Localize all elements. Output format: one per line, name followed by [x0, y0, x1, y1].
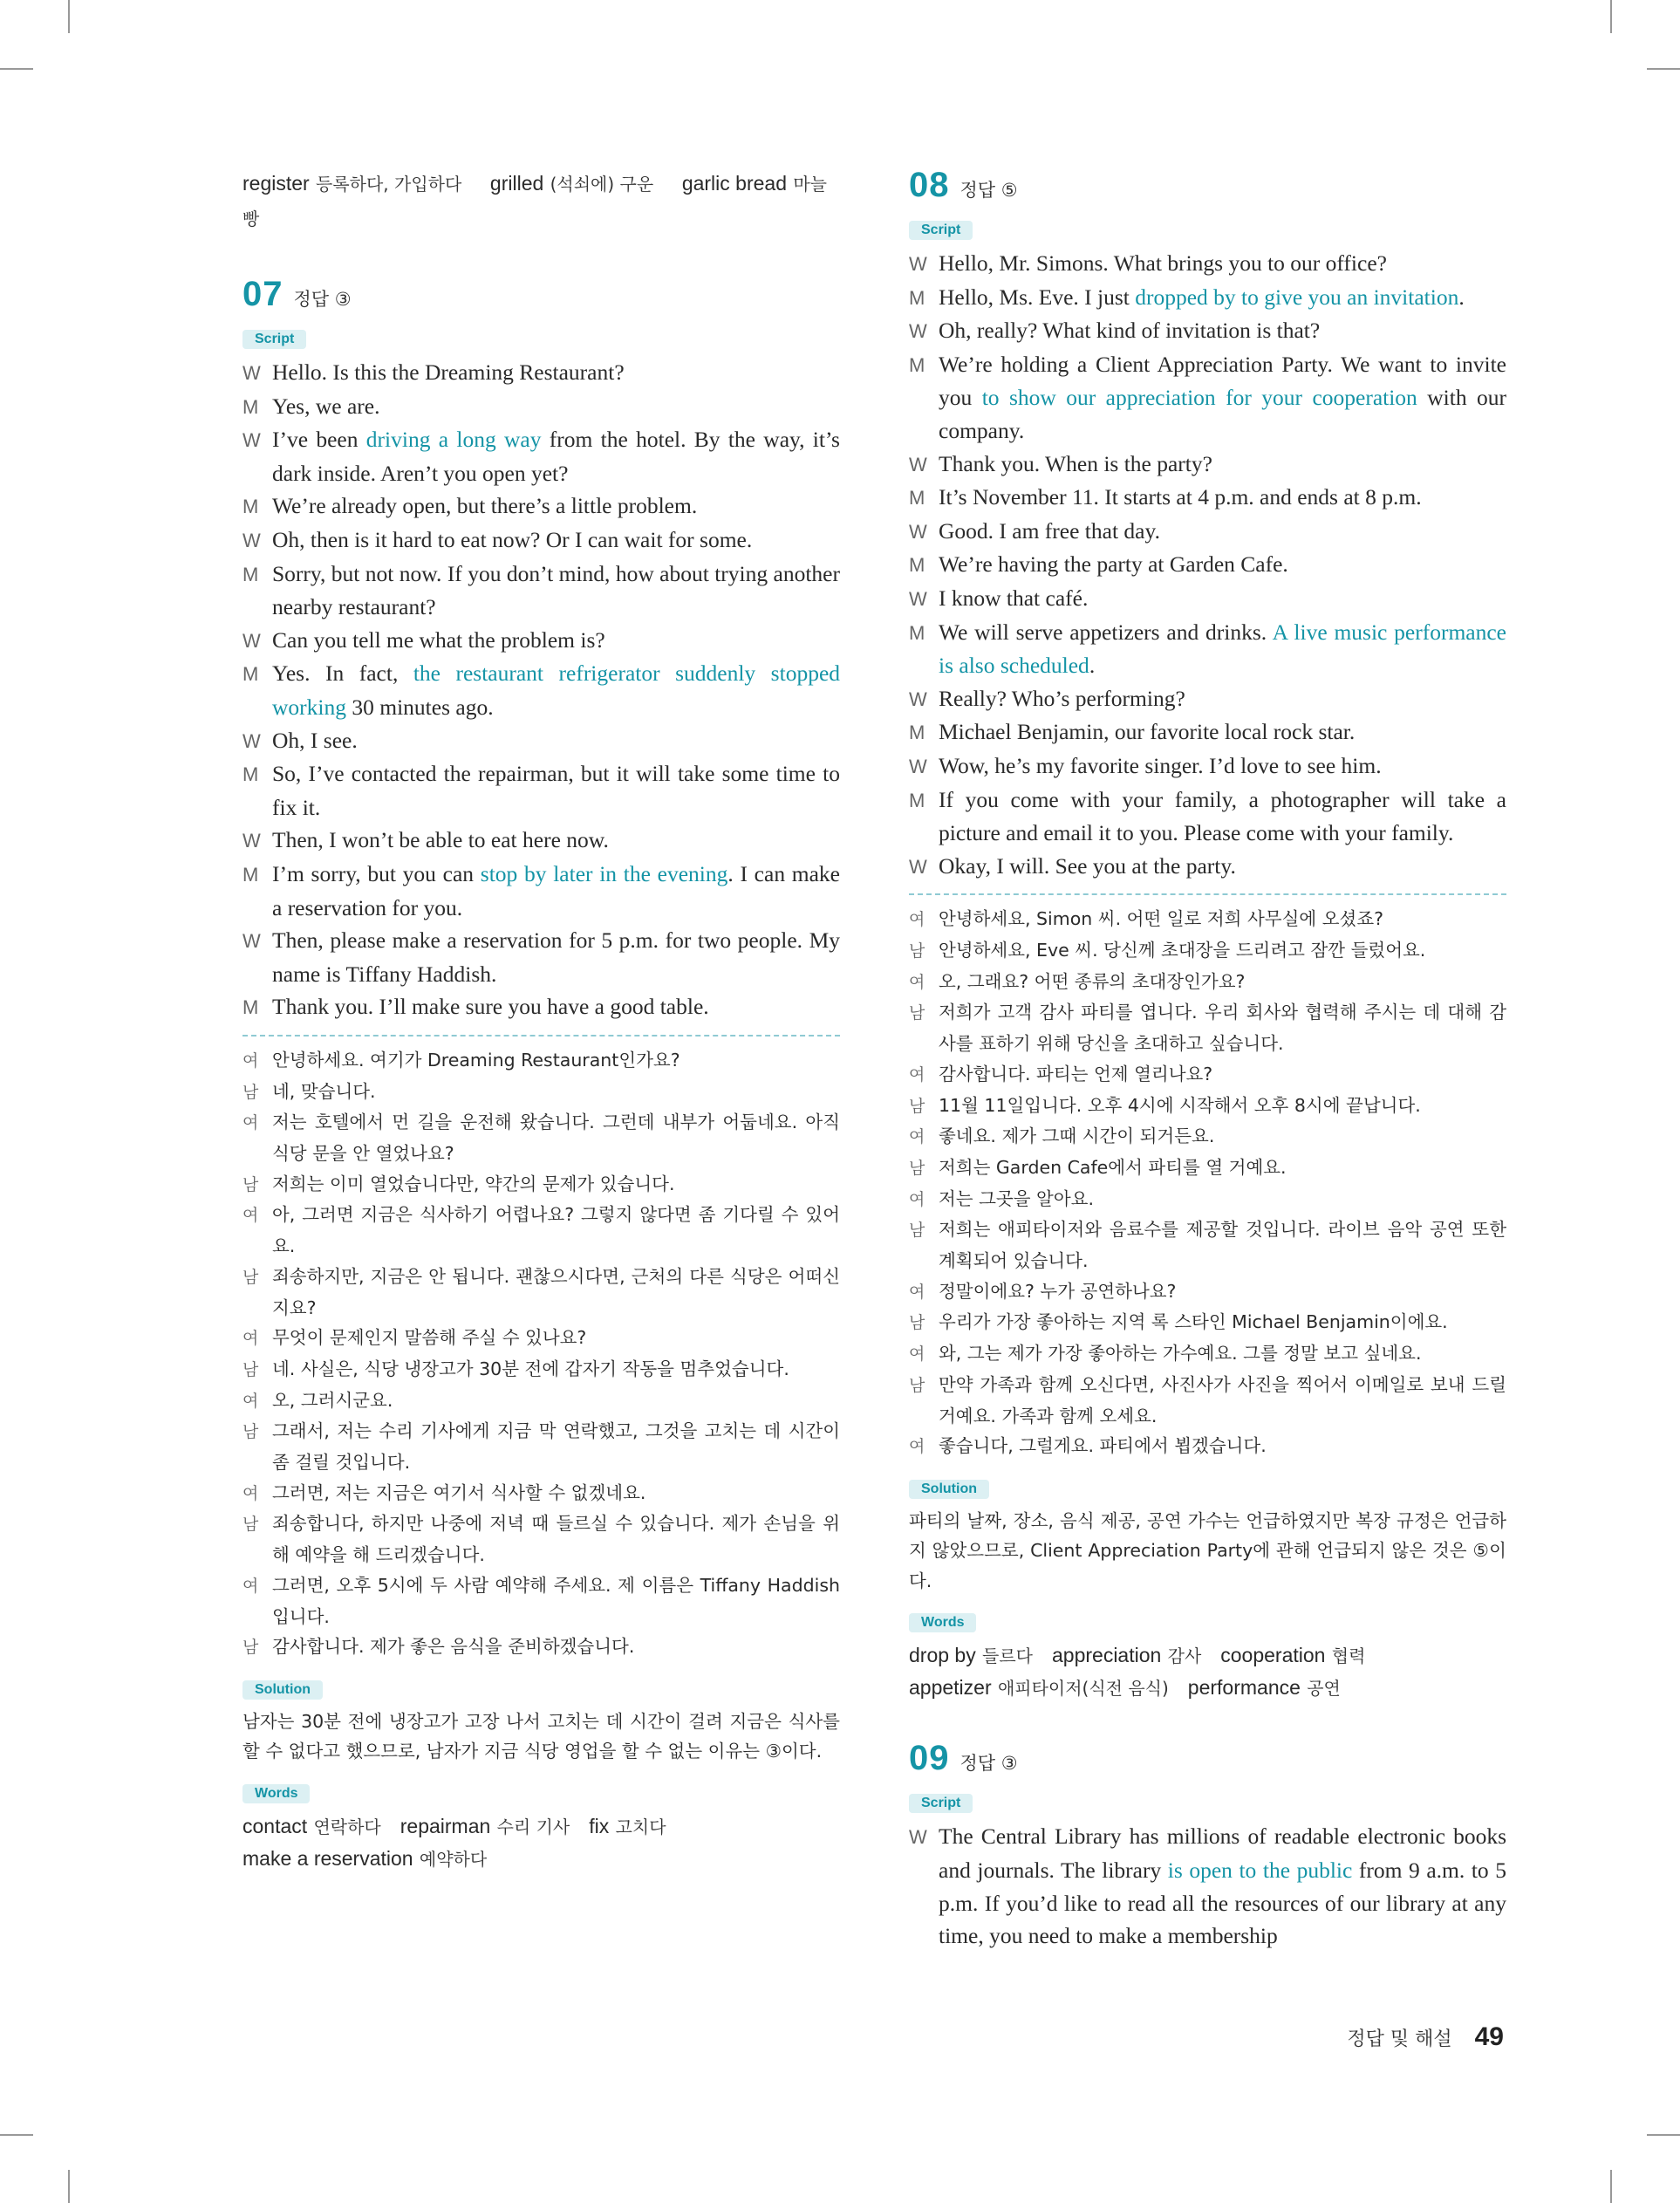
- line-text: 아, 그러면 지금은 식사하기 어렵나요? 그렇지 않다면 좀 기다릴 수 있어요.: [272, 1204, 840, 1257]
- word-list: [909, 1639, 1506, 1704]
- speaker-label: W: [242, 362, 261, 384]
- script-line: [909, 1820, 1506, 1952]
- script-line: [909, 481, 1506, 515]
- word-en: contact: [242, 1814, 308, 1837]
- word-en: garlic bread: [681, 172, 787, 195]
- speaker-label: M: [242, 996, 259, 1019]
- translation-line: [909, 1184, 1506, 1215]
- line-text: 저희가 고객 감사 파티를 엽니다. 우리 회사와 협력해 주시는 데 대해 감사를 표하기 위해 당신을 초대하고 싶습니다.: [939, 1002, 1506, 1055]
- script-dialogue: [909, 1820, 1506, 1952]
- speaker-label: 남: [909, 1221, 925, 1241]
- script-line: [909, 715, 1506, 749]
- word-ko: 등록하다, 가입하다: [316, 174, 462, 195]
- translation-line: [242, 1478, 840, 1509]
- line-text: 30 minutes ago.: [346, 694, 494, 720]
- word-line: [242, 1810, 840, 1843]
- crop-mark: [1610, 0, 1612, 33]
- speaker-label: W: [909, 587, 927, 610]
- line-text: Sorry, but not now. If you don’t mind, how about trying another nearby restaurant?: [272, 560, 840, 620]
- speaker-label: 여: [242, 1483, 259, 1503]
- crop-mark: [68, 0, 70, 33]
- line-text: 좋네요. 제가 그때 시간이 되거든요.: [939, 1125, 1215, 1147]
- key-phrase: driving a long way: [365, 427, 542, 453]
- solution-badge: Solution: [909, 1480, 989, 1499]
- script-line: [242, 558, 840, 624]
- line-text: Michael Benjamin, our favorite local rock star.: [939, 719, 1356, 745]
- answer-label: 정답 ⑤: [960, 180, 1018, 201]
- crop-mark: [1647, 68, 1680, 70]
- speaker-label: W: [909, 453, 927, 475]
- speaker-label: 여: [909, 1344, 925, 1365]
- question-number: 08: [909, 166, 950, 204]
- line-text: I know that café.: [939, 585, 1089, 611]
- line-text: 오, 그래요? 어떤 종류의 초대장인가요?: [939, 970, 1246, 992]
- line-text: Thank you. I’ll make sure you have a good table.: [272, 994, 709, 1020]
- words-badge: Words: [909, 1613, 976, 1632]
- speaker-label: 여: [242, 1206, 259, 1226]
- line-text: 네. 사실은, 식당 냉장고가 30분 전에 갑자기 작동을 멈추었습니다.: [272, 1358, 789, 1379]
- translation-line: [909, 904, 1506, 935]
- line-text: Thank you. When is the party?: [939, 450, 1212, 476]
- speaker-label: 남: [242, 1422, 259, 1442]
- key-phrase: the restaurant refrigerator suddenly stopped working: [272, 660, 841, 720]
- translation-dialogue: [909, 904, 1506, 1462]
- translation-line: [242, 1385, 840, 1417]
- speaker-label: M: [242, 395, 259, 418]
- speaker-label: W: [909, 755, 927, 777]
- word-ko: 고치다: [615, 1816, 666, 1837]
- speaker-label: W: [242, 629, 261, 652]
- word-ko: 감사: [1167, 1645, 1202, 1667]
- speaker-label: W: [909, 1826, 927, 1849]
- translation-line: [909, 967, 1506, 998]
- speaker-label: 남: [242, 1638, 259, 1658]
- word-ko: 수리 기사: [496, 1816, 570, 1837]
- crop-mark: [0, 68, 33, 70]
- speaker-label: W: [909, 320, 927, 343]
- line-text: I’ve been: [272, 427, 366, 453]
- word-en: grilled: [489, 172, 544, 195]
- dashed-divider: [242, 1035, 840, 1037]
- speaker-label: M: [909, 353, 925, 376]
- line-text: 오, 그러시군요.: [272, 1389, 393, 1411]
- crop-mark: [1610, 2170, 1612, 2203]
- script-badge: Script: [909, 1794, 973, 1813]
- word-ko: 들르다: [982, 1645, 1033, 1667]
- speaker-label: 남: [242, 1082, 259, 1102]
- speaker-label: 여: [242, 1391, 259, 1411]
- answer-label: 정답 ③: [960, 1753, 1018, 1775]
- line-text: 그래서, 저는 수리 기사에게 지금 막 연락했고, 그것을 고치는 데 시간이 좀 걸릴 것입니다.: [272, 1420, 840, 1474]
- question-number: 07: [242, 275, 283, 313]
- translation-line: [909, 1214, 1506, 1276]
- speaker-label: 여: [909, 1189, 925, 1209]
- line-text: 네, 맞습니다.: [272, 1080, 376, 1102]
- speaker-label: M: [909, 487, 925, 510]
- line-text: 안녕하세요, Simon 씨. 어떤 일로 저희 사무실에 오셨죠?: [939, 908, 1383, 930]
- word-ko: (석쇠에) 구운: [550, 174, 654, 195]
- line-text: 감사합니다. 파티는 언제 열리나요?: [939, 1063, 1213, 1084]
- line-text: 감사합니다. 제가 좋은 음식을 준비하겠습니다.: [272, 1636, 635, 1658]
- speaker-label: 남: [242, 1174, 259, 1194]
- word-en: repairman: [400, 1814, 491, 1837]
- line-text: 11월 11일입니다. 오후 4시에 시작해서 오후 8시에 끝납니다.: [939, 1094, 1421, 1116]
- speaker-label: W: [242, 830, 261, 852]
- speaker-label: M: [909, 554, 925, 577]
- line-text: We’re already open, but there’s a little problem.: [272, 493, 698, 519]
- translation-line: [909, 1121, 1506, 1153]
- word-en: fix: [589, 1814, 610, 1837]
- line-text: Yes, we are.: [272, 393, 380, 419]
- word-ko: 애피타이저(식전 음식): [997, 1678, 1169, 1700]
- script-line: [909, 682, 1506, 716]
- word-en: cooperation: [1220, 1644, 1326, 1667]
- script-line: [909, 448, 1506, 482]
- word-en: register: [242, 172, 310, 195]
- speaker-label: M: [242, 763, 259, 786]
- line-text: Okay, I will. See you at the party.: [939, 852, 1236, 879]
- speaker-label: 여: [242, 1113, 259, 1133]
- script-line: [909, 783, 1506, 850]
- speaker-label: M: [242, 863, 259, 886]
- line-text: 와, 그는 제가 가장 좋아하는 가수예요. 그를 정말 보고 싶네요.: [939, 1343, 1422, 1365]
- speaker-label: M: [242, 663, 259, 686]
- line-text: So, I’ve contacted the repairman, but it will take some time to fix it.: [272, 761, 840, 820]
- speaker-label: 남: [909, 1158, 925, 1178]
- speaker-label: 남: [909, 1375, 925, 1395]
- speaker-label: 여: [909, 1064, 925, 1084]
- translation-line: [909, 997, 1506, 1058]
- line-text: The Central Library has millions of readable electronic books and journals. The library: [939, 1823, 1506, 1884]
- script-line: [242, 924, 840, 990]
- speaker-label: W: [242, 729, 261, 752]
- word-line: [909, 1672, 1506, 1704]
- script-line: [909, 850, 1506, 884]
- solution-badge: Solution: [242, 1680, 323, 1700]
- speaker-label: W: [242, 529, 261, 551]
- script-line: [909, 281, 1506, 315]
- question-08: [909, 166, 1506, 1704]
- solution-text: 남자는 30분 전에 냉장고가 고장 나서 고치는 데 시간이 걸려 지금은 식사를 할 수 없다고 했으므로, 남자가 지금 식당 영업을 할 수 없는 이유는 ③이다.: [242, 1710, 840, 1762]
- word-ko: 마늘빵: [242, 174, 827, 229]
- translation-line: [909, 1431, 1506, 1462]
- script-line: [242, 657, 840, 723]
- word-ko: 연락하다: [313, 1816, 381, 1837]
- line-text: It’s November 11. It starts at 4 p.m. and ends at 8 p.m.: [939, 484, 1422, 510]
- line-text: Good. I am free that day.: [939, 517, 1160, 544]
- translation-line: [242, 1107, 840, 1168]
- script-line: [242, 489, 840, 523]
- key-phrase: A live music performance is also scheduled: [939, 619, 1506, 679]
- script-line: [242, 624, 840, 658]
- question-number: 09: [909, 1739, 950, 1778]
- line-text: Oh, then is it hard to eat now? Or I can wait for some.: [272, 526, 753, 552]
- translation-line: [909, 1338, 1506, 1370]
- script-line: [242, 990, 840, 1024]
- key-phrase: stop by later in the evening: [480, 860, 728, 886]
- line-text: .: [1458, 284, 1465, 310]
- line-text: 저는 그곳을 알아요.: [939, 1187, 1094, 1209]
- line-text: Then, please make a reservation for 5 p.m. for two people. My name is Tiffany Haddish.: [272, 927, 840, 987]
- speaker-label: 여: [242, 1050, 259, 1071]
- word-en: performance: [1187, 1676, 1301, 1700]
- translation-line: [242, 1509, 840, 1570]
- script-line: [909, 616, 1506, 682]
- script-line: [242, 724, 840, 758]
- crop-mark: [1647, 2134, 1680, 2136]
- word-list: [242, 1810, 840, 1875]
- speaker-label: M: [909, 722, 925, 744]
- translation-line: [242, 1200, 840, 1261]
- line-text: 저희는 애피타이저와 음료수를 제공할 것입니다. 라이브 음악 공연 또한 계획되어 있습니다.: [939, 1219, 1506, 1272]
- translation-line: [909, 1307, 1506, 1338]
- line-text: Then, I won’t be able to eat here now.: [272, 827, 609, 853]
- page-number: 49: [1474, 2022, 1504, 2051]
- words-badge: Words: [242, 1784, 310, 1803]
- translation-dialogue: [242, 1045, 840, 1663]
- word-en: make a reservation: [242, 1846, 413, 1870]
- speaker-label: 여: [909, 1282, 925, 1302]
- script-line: [909, 749, 1506, 783]
- script-line: [909, 582, 1506, 616]
- translation-line: [909, 1370, 1506, 1431]
- line-text: from the hotel. By the way, it’s dark inside. Aren’t you open yet?: [272, 427, 840, 486]
- speaker-label: 여: [909, 910, 925, 930]
- speaker-label: 여: [909, 1127, 925, 1147]
- line-text: I’m sorry, but you can: [272, 860, 481, 886]
- footer-label: 정답 및 해설: [1347, 2029, 1452, 2050]
- speaker-label: M: [909, 286, 925, 309]
- line-text: Wow, he’s my favorite singer. I’d love to see him.: [939, 752, 1382, 778]
- left-column: [242, 166, 840, 1875]
- key-phrase: to show our appreciation for your cooperation: [981, 385, 1417, 411]
- answer-label: 정답 ③: [293, 289, 352, 310]
- word-en: drop by: [909, 1644, 976, 1667]
- line-text: with our company.: [939, 385, 1507, 443]
- script-line: [909, 348, 1506, 448]
- speaker-label: 여: [242, 1576, 259, 1596]
- translation-line: [242, 1632, 840, 1663]
- script-line: [909, 247, 1506, 281]
- page-footer: [1347, 2022, 1504, 2052]
- crop-mark: [0, 2134, 33, 2136]
- translation-line: [909, 1059, 1506, 1091]
- script-line: [909, 314, 1506, 348]
- line-text: 죄송합니다, 하지만 나중에 저녁 때 들르실 수 있습니다. 제가 손님을 위해 예약을 해 드리겠습니다.: [272, 1513, 840, 1566]
- translation-line: [242, 1570, 840, 1632]
- line-text: from 9 a.m. to 5 p.m. If you’d like to read all the resources of our library at any time, you need to make a membership: [939, 1857, 1506, 1949]
- translation-line: [909, 935, 1506, 967]
- line-text: 좋습니다, 그럴게요. 파티에서 뵙겠습니다.: [939, 1435, 1267, 1457]
- key-phrase: dropped by to give you an invitation: [1135, 284, 1459, 310]
- right-column: [909, 166, 1506, 1953]
- line-text: If you come with your family, a photographer will take a picture and email it to you. Please come with your family.: [939, 786, 1506, 846]
- word-en: appreciation: [1052, 1644, 1162, 1667]
- speaker-label: 남: [909, 941, 925, 961]
- word-line: [242, 1843, 840, 1875]
- translation-line: [242, 1262, 840, 1323]
- word-en: appetizer: [909, 1676, 992, 1700]
- speaker-label: W: [909, 855, 927, 878]
- script-badge: Script: [909, 221, 973, 240]
- translation-line: [909, 1091, 1506, 1122]
- line-text: 정말이에요? 누가 공연하나요?: [939, 1280, 1177, 1302]
- question-09: [909, 1739, 1506, 1952]
- script-line: [242, 858, 840, 924]
- line-text: Hello, Ms. Eve. I just: [939, 284, 1136, 310]
- translation-line: [242, 1323, 840, 1354]
- translation-line: [242, 1416, 840, 1477]
- translation-line: [242, 1045, 840, 1077]
- line-text: Oh, really? What kind of invitation is that?: [939, 318, 1321, 344]
- solution-text: 파티의 날짜, 장소, 음식 제공, 공연 가수는 언급하였지만 복장 규정은 언급하지 않았으므로, Client Appreciation Party에 관해 언급되지 않은 것은 ⑤이다.: [909, 1509, 1506, 1591]
- line-text: We’re having the party at Garden Cafe.: [939, 551, 1288, 578]
- line-text: 무엇이 문제인지 말씀해 주실 수 있나요?: [272, 1327, 587, 1349]
- line-text: Can you tell me what the problem is?: [272, 626, 605, 653]
- speaker-label: 남: [242, 1267, 259, 1287]
- script-line: [242, 390, 840, 424]
- speaker-label: 여: [242, 1329, 259, 1349]
- crop-mark: [68, 2170, 70, 2203]
- speaker-label: W: [909, 520, 927, 543]
- line-text: 저희는 Garden Cafe에서 파티를 열 거예요.: [939, 1156, 1287, 1178]
- line-text: Yes. In fact,: [272, 660, 413, 687]
- speaker-label: 남: [909, 1003, 925, 1023]
- translation-line: [242, 1169, 840, 1201]
- speaker-label: 남: [242, 1515, 259, 1535]
- speaker-label: M: [242, 496, 259, 518]
- translation-line: [242, 1354, 840, 1385]
- script-line: [909, 548, 1506, 582]
- script-line: [909, 515, 1506, 549]
- script-line: [242, 523, 840, 558]
- script-badge: Script: [242, 330, 306, 349]
- translation-line: [242, 1077, 840, 1108]
- speaker-label: W: [909, 688, 927, 710]
- key-phrase: is open to the public: [1167, 1857, 1353, 1884]
- line-text: 저희는 이미 열었습니다만, 약간의 문제가 있습니다.: [272, 1173, 675, 1194]
- speaker-label: M: [909, 621, 925, 644]
- speaker-label: 남: [909, 1313, 925, 1333]
- line-text: Hello. Is this the Dreaming Restaurant?: [272, 359, 625, 385]
- script-dialogue: [909, 247, 1506, 883]
- script-line: [242, 423, 840, 489]
- line-text: Oh, I see.: [272, 727, 358, 753]
- speaker-label: 여: [909, 1437, 925, 1457]
- translation-line: [909, 1153, 1506, 1184]
- script-line: [242, 356, 840, 390]
- line-text: 만약 가족과 함께 오신다면, 사진사가 사진을 찍어서 이메일로 보내 드릴 거예요. 가족과 함께 오세요.: [939, 1373, 1506, 1426]
- line-text: . I can make a reservation for you.: [272, 860, 841, 920]
- speaker-label: 남: [909, 1096, 925, 1116]
- word-ko: 예약하다: [419, 1848, 488, 1870]
- speaker-label: W: [242, 930, 261, 953]
- line-text: Really? Who’s performing?: [939, 685, 1185, 711]
- line-text: .: [1089, 653, 1096, 679]
- line-text: We will serve appetizers and drinks.: [939, 619, 1273, 645]
- line-text: 저는 호텔에서 먼 길을 운전해 왔습니다. 그런데 내부가 어둡네요. 아직 식당 문을 안 열었나요?: [272, 1112, 840, 1164]
- word-ko: 협력: [1331, 1645, 1366, 1667]
- line-text: 죄송하지만, 지금은 안 됩니다. 괜찮으시다면, 근처의 다른 식당은 어떠신지요?: [272, 1265, 840, 1318]
- dashed-divider: [909, 893, 1506, 895]
- script-dialogue: [242, 356, 840, 1024]
- top-word-list: [242, 166, 840, 236]
- translation-line: [909, 1276, 1506, 1308]
- speaker-label: 남: [242, 1359, 259, 1379]
- line-text: Hello, Mr. Simons. What brings you to our office?: [939, 250, 1387, 276]
- line-text: 안녕하세요, Eve 씨. 당신께 초대장을 드리려고 잠깐 들렀어요.: [939, 939, 1426, 961]
- speaker-label: M: [242, 563, 259, 585]
- speaker-label: W: [242, 429, 261, 452]
- line-text: 우리가 가장 좋아하는 지역 록 스타인 Michael Benjamin이에요.: [939, 1311, 1448, 1333]
- word-ko: 공연: [1307, 1678, 1341, 1700]
- question-07: [242, 275, 840, 1875]
- script-line: [242, 757, 840, 824]
- script-line: [242, 824, 840, 858]
- line-text: 안녕하세요. 여기가 Dreaming Restaurant인가요?: [272, 1049, 680, 1071]
- line-text: 그러면, 오후 5시에 두 사람 예약해 주세요. 제 이름은 Tiffany Haddish입니다.: [272, 1574, 840, 1627]
- speaker-label: 여: [909, 972, 925, 992]
- line-text: 그러면, 저는 지금은 여기서 식사할 수 없겠네요.: [272, 1481, 646, 1503]
- speaker-label: M: [909, 789, 925, 811]
- word-line: [909, 1639, 1506, 1672]
- speaker-label: W: [909, 253, 927, 275]
- line-text: We’re holding a Client Appreciation Party. We want to invite you: [939, 351, 1506, 411]
